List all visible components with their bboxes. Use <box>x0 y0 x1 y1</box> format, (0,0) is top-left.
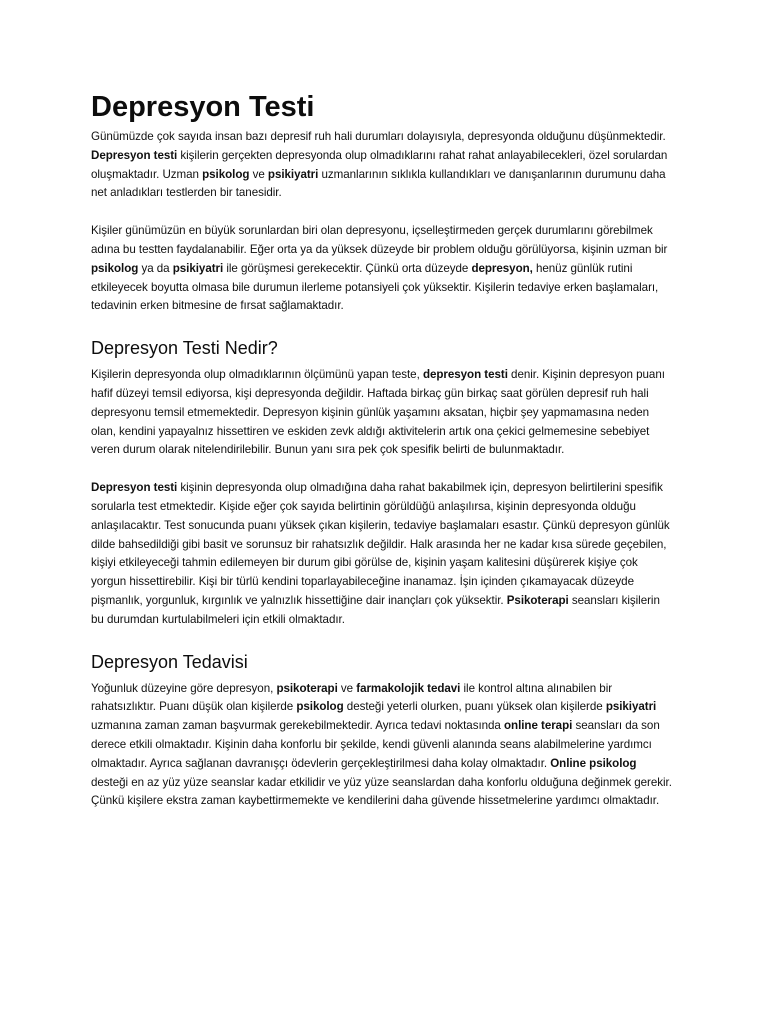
bold-term: psikolog <box>91 261 139 275</box>
bold-term: psikiyatri <box>605 700 657 714</box>
bold-term: Online psikolog <box>550 756 637 770</box>
bold-term: online terapi <box>504 719 573 733</box>
intro-paragraph-2: Kişiler günümüzün en büyük sorunlardan biri olan depresyonu, içselleştirmeden gerçek durumlarını görebilmek adına bu testten faydalanabilir. Eğer orta ya da yüksek düzeyde bir problem olduğu görülüyorsa, kişinin uzman bir psikolog ya da psikiyatri ile görüşmesi gerekecektir. Çünkü orta düzeyde depresyon, henüz günlük rutini etkileyecek boyutta olmasa bile durumun ilerleme potansiyeli çok yüksektir. Kişilerin tedaviye erken başlamaları, tedavinin erken bitmesine de fırsat sağlamaktadır. <box>91 224 668 313</box>
bold-term: farmakolojik tedavi <box>356 681 461 695</box>
bold-term: Depresyon testi <box>91 481 178 495</box>
bold-term: depresyon testi <box>422 368 508 382</box>
bold-term: Depresyon testi <box>91 148 178 162</box>
bold-term: Psikoterapi <box>506 593 569 607</box>
bold-term: psikiyatri <box>267 167 319 181</box>
section-heading-nedir: Depresyon Testi Nedir? <box>91 338 278 359</box>
section-heading-tedavi: Depresyon Tedavisi <box>91 651 248 672</box>
nedir-paragraph-2: Depresyon testi kişinin depresyonda olup olmadığına daha rahat bakabilmek için, depresyon belirtilerini spesifik sorularla test etmektedir. Kişide eğer çok sayıda belirtinin görüldüğü anlaşılırsa, kişinin depresyonda olduğu anlaşılacaktır. Test sonucunda puanı yüksek çıkan kişilerin, tedaviye başlamaları esastır. Çünkü depresyon günlük dilde bahsedildiği gibi basit ve sorunsuz bir rahatsızlık değildir. Halk arasında her ne kadar kısa sürede geçebilen, kişiyi etkileyeceği tahmin edilemeyen bir durum gibi görülse de, kişinin yaşam kalitesini düşürerek kişiye çok yorgun hissettirebilir. Kişi bir türlü kendini toparlayabileceğine inanamaz. İşin içinden çıkamayacak düzeyde pişmanlık, yorgunluk, kırgınlık ve yalnızlık hissettiğine dair inançları çok yüksektir. Psikoterapi seansları kişilerin bu durumdan kurtulabilmeleri için etkili olmaktadır. <box>91 481 670 626</box>
paragraph-spacer <box>91 203 675 222</box>
document-page <box>91 88 675 811</box>
nedir-paragraph-1: Kişilerin depresyonda olup olmadıklarının ölçümünü yapan teste, depresyon testi denir. Kişinin depresyon puanı hafif düzeyi temsil ediyorsa, kişi depresyonda değildir. Haftada birkaç gün birkaç saat görülen depresif ruh hali depresyonu temsil etmemektedir. Depresyon kişinin günlük yaşamını aksatan, hiçbir şey yapmamasına neden olan, kendini yapayalnız hissettiren ve eskiden zevk aldığı aktivitelerin artık ona çekici gelmemesine sebebiyet veren durum olarak nitelendirilebilir. Bunun yanı sıra pek çok spesifik belirti de bulunmaktadır. <box>91 368 665 457</box>
paragraph-spacer <box>91 460 675 479</box>
bold-term: depresyon, <box>471 261 533 275</box>
section-spacer <box>91 316 675 336</box>
section-spacer <box>91 630 675 650</box>
bold-term: psikolog <box>202 167 250 181</box>
bold-term: psikolog <box>296 700 344 714</box>
bold-term: psikoterapi <box>276 681 338 695</box>
bold-term: psikiyatri <box>172 261 224 275</box>
tedavi-paragraph-1: Yoğunluk düzeyine göre depresyon, psikoterapi ve farmakolojik tedavi ile kontrol altına alınabilen bir rahatsızlıktır. Puanı düşük olan kişilerde psikolog desteği yeterli olurken, puanı yüksek olan kişilerde psikiyatri uzmanına zaman zaman başvurmak gerekebilmektedir. Ayrıca tedavi noktasında online terapi seansları da son derece etkili olmaktadır. Kişinin daha konforlu bir şekilde, kendi güvenli alanında seans alabilmelerine yardımcı olmaktadır. Ayrıca sağlanan davranışçı ödevlerin gerçekleştirilmesi daha kolay olmaktadır. Online psikolog desteği en az yüz yüze seanslar kadar etkilidir ve yüz yüze seanslardan daha konforlu olduğuna değinmek gerekir. Çünkü kişilere ekstra zaman kaybettirmemekte ve kendilerini daha güvende hissetmelerine yardımcı olmaktadır. <box>91 681 672 808</box>
document-title: Depresyon Testi <box>91 91 315 123</box>
intro-paragraph-1: Günümüzde çok sayıda insan bazı depresif ruh hali durumları dolayısıyla, depresyonda olduğunu düşünmektedir. Depresyon testi kişilerin gerçekten depresyonda olup olmadıklarını rahat rahat anlayabilecekleri, özel sorulardan oluşmaktadır. Uzman psikolog ve psikiyatri uzmanlarının sıklıkla kullandıkları ve danışanlarının durumunu daha net anladıkları testlerden bir tanesidir. <box>91 130 668 200</box>
